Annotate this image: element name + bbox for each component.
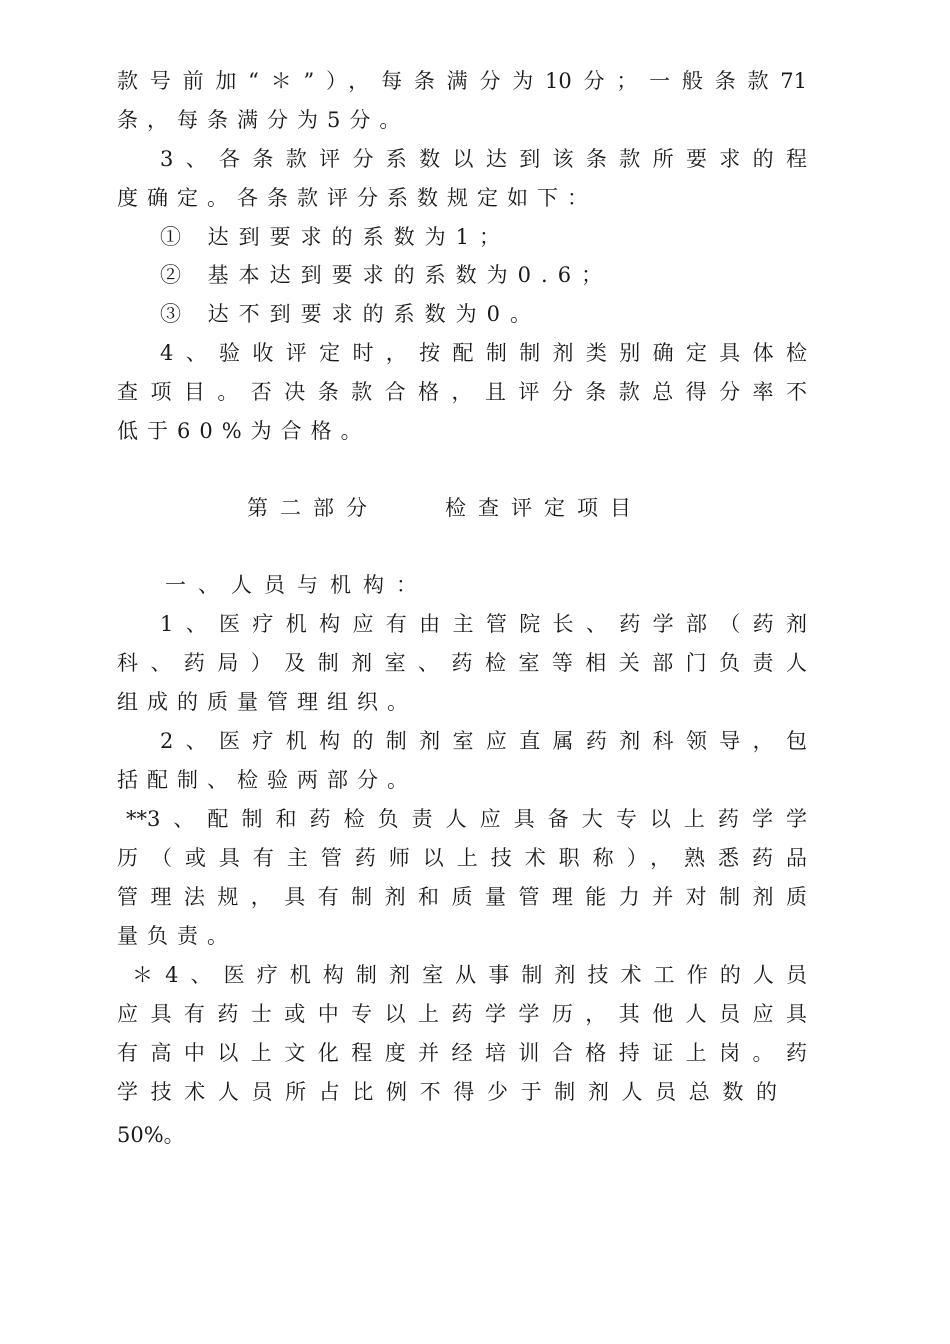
text-line: 有高中以上文化程度并经培训合格持证上岗。药 — [117, 1041, 807, 1065]
part-heading: 第二部分 检查评定项目 — [247, 496, 643, 520]
text-line: 量负责。 — [117, 924, 237, 948]
text-line: 50%。 — [117, 1123, 185, 1147]
list-item: ① 达到要求的系数为1； — [160, 225, 511, 249]
text-line: 度确定。各条款评分系数规定如下： — [117, 186, 597, 210]
text-line: 条，每条满分为5分。 — [117, 108, 410, 132]
text-line: **3、配制和药检负责人应具备大专以上药学学 — [126, 807, 807, 831]
text-line: 应具有药士或中专以上药学学历，其他人员应具 — [117, 1002, 807, 1026]
text-line: 低于60%为合格。 — [117, 419, 371, 443]
text-line: 1、医疗机构应有由主管院长、药学部（药剂 — [160, 612, 807, 636]
list-item: ③ 达不到要求的系数为0。 — [160, 302, 542, 326]
text-line: 组成的质量管理组织。 — [117, 690, 417, 714]
text-line: 款号前加“＊”），每条满分为10分；一般条款71 — [117, 69, 807, 93]
text-line: 历（或具有主管药师以上技术职称），熟悉药品 — [117, 846, 807, 870]
text-line: 2、医疗机构的制剂室应直属药剂科领导，包 — [160, 729, 807, 753]
text-line: 4、验收评定时，按配制制剂类别确定具体检 — [160, 341, 807, 365]
section-title: 一、人员与机构： — [165, 573, 429, 597]
text-line: 管理法规，具有制剂和质量管理能力并对制剂质 — [117, 885, 807, 909]
text-line: 括配制、检验两部分。 — [117, 768, 417, 792]
list-item: ② 基本达到要求的系数为0.6； — [160, 263, 613, 287]
text-line: 学技术人员所占比例不得少于制剂人员总数的 — [117, 1080, 777, 1104]
text-line: 查项目。否决条款合格，且评分条款总得分率不 — [117, 380, 807, 404]
text-line: 科、药局）及制剂室、药检室等相关部门负责人 — [117, 651, 807, 675]
text-line: ＊4、医疗机构制剂室从事制剂技术工作的人员 — [132, 963, 807, 987]
text-line: 3、各条款评分系数以达到该条款所要求的程 — [160, 147, 807, 171]
